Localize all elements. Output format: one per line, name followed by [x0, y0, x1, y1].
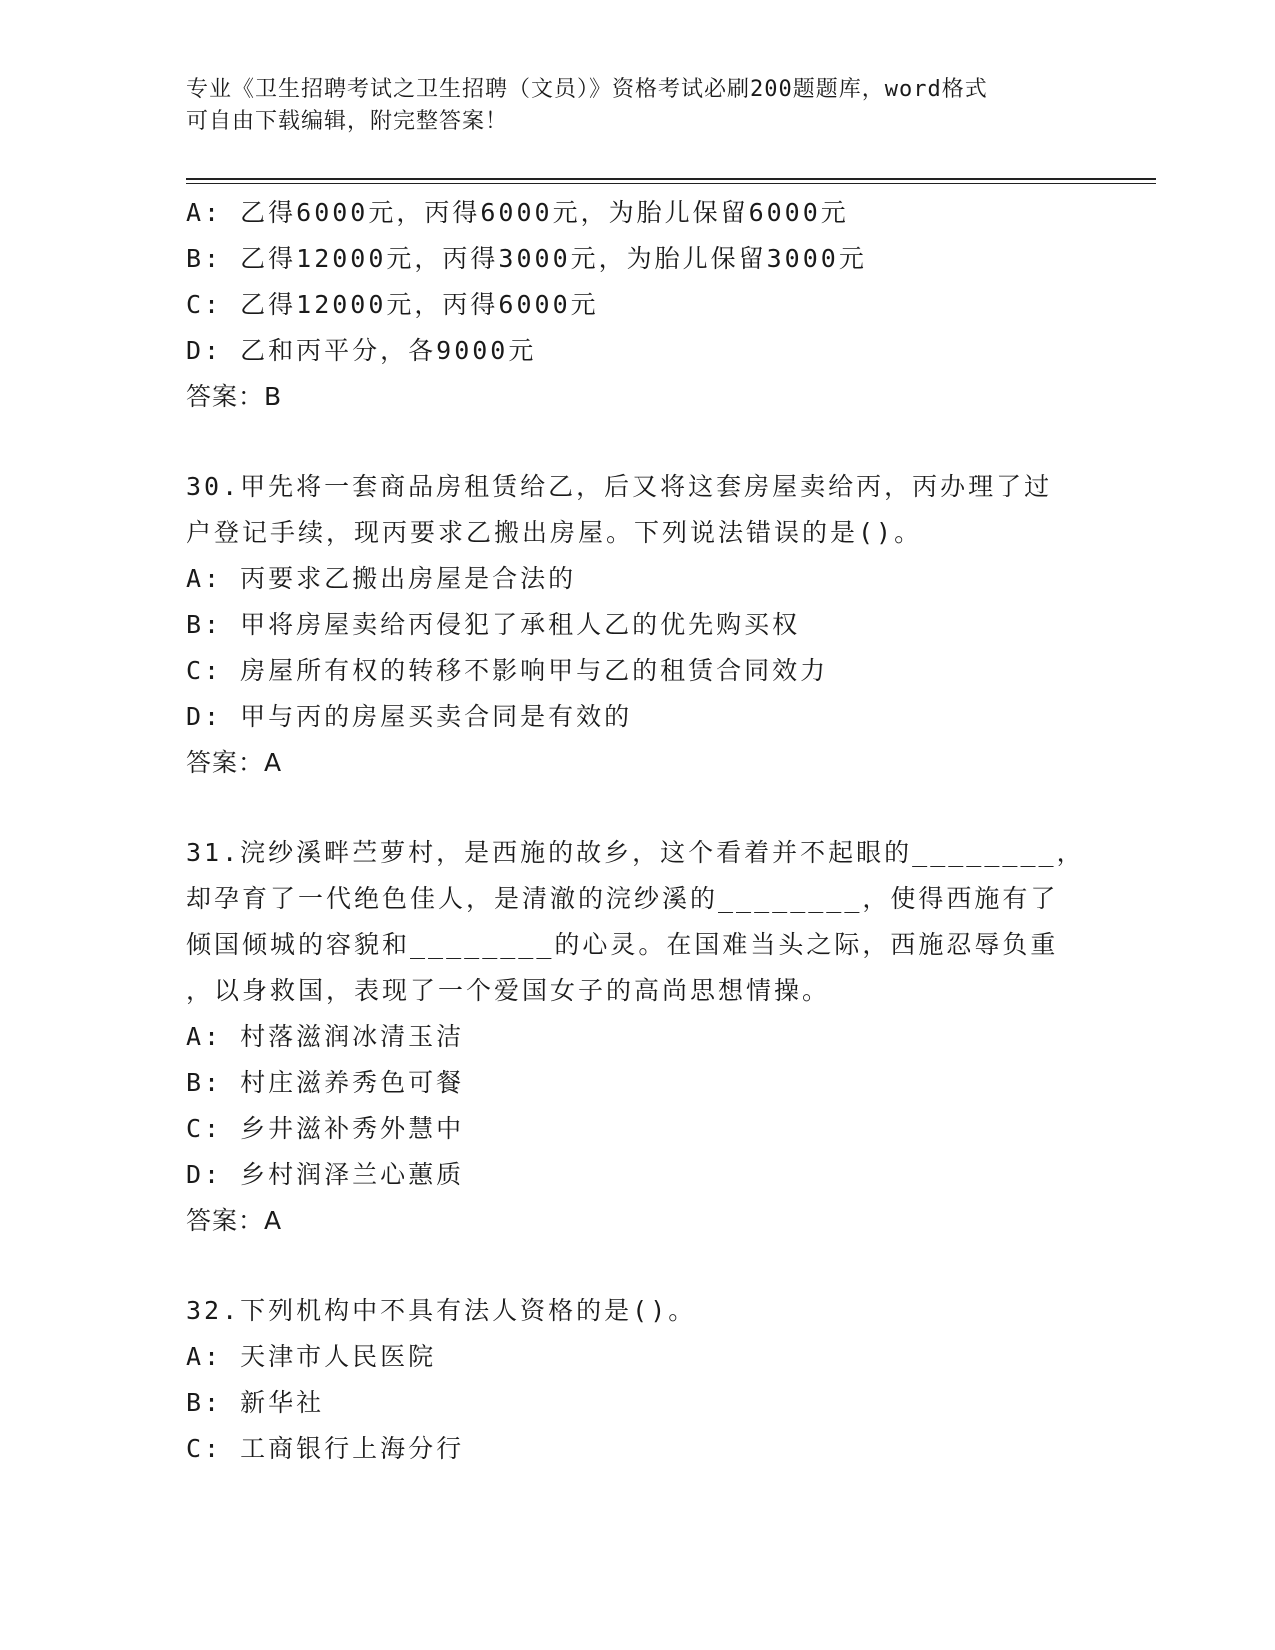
answer: 答案：A: [186, 748, 283, 777]
header-divider-thick: [186, 178, 1156, 180]
spacer: [186, 420, 1086, 464]
question-32-block: [186, 1288, 1086, 1472]
question-31-block: [186, 830, 1086, 1244]
option-a: A: 乙得6000元，丙得6000元，为胎儿保留6000元: [186, 198, 849, 227]
option-d: D: 甲与丙的房屋买卖合同是有效的: [186, 702, 633, 731]
question-list: [186, 190, 1086, 1472]
option-c: C: 乡井滋补秀外慧中: [186, 1114, 465, 1143]
question-stem-line: 倾国倾城的容貌和________的心灵。在国难当头之际，西施忍辱负重: [186, 930, 1059, 959]
answer: 答案：B: [186, 382, 283, 411]
option-b: B: 乙得12000元，丙得3000元，为胎儿保留3000元: [186, 244, 867, 273]
spacer: [186, 786, 1086, 830]
question-stem-line: 30.甲先将一套商品房租赁给乙，后又将这套房屋卖给丙，丙办理了过: [186, 472, 1053, 501]
question-stem-line: ，以身救国，表现了一个爱国女子的高尚思想情操。: [186, 976, 831, 1005]
option-b: B: 甲将房屋卖给丙侵犯了承租人乙的优先购买权: [186, 610, 801, 639]
header-line-2: 可自由下载编辑，附完整答案！: [186, 109, 509, 134]
option-b: B: 新华社: [186, 1388, 325, 1417]
spacer: [186, 1244, 1086, 1288]
option-b: B: 村庄滋养秀色可餐: [186, 1068, 465, 1097]
answer: 答案：A: [186, 1206, 283, 1235]
option-a: A: 村落滋润冰清玉洁: [186, 1022, 465, 1051]
option-c: C: 房屋所有权的转移不影响甲与乙的租赁合同效力: [186, 656, 829, 685]
option-c: C: 工商银行上海分行: [186, 1434, 465, 1463]
question-30-block: [186, 464, 1086, 786]
question-29-block: [186, 190, 1086, 420]
option-a: A: 天津市人民医院: [186, 1342, 437, 1371]
option-d: D: 乡村润泽兰心蕙质: [186, 1160, 465, 1189]
question-stem-line: 户登记手续，现丙要求乙搬出房屋。下列说法错误的是()。: [186, 518, 923, 547]
question-stem-line: 32.下列机构中不具有法人资格的是()。: [186, 1296, 697, 1325]
question-stem-line: 31.浣纱溪畔苎萝村，是西施的故乡，这个看着并不起眼的________，: [186, 838, 1085, 867]
document-header: [186, 74, 1086, 138]
question-stem-line: 却孕育了一代绝色佳人，是清澈的浣纱溪的________，使得西施有了: [186, 884, 1059, 913]
option-c: C: 乙得12000元，丙得6000元: [186, 290, 599, 319]
header-line-1: 专业《卫生招聘考试之卫生招聘（文员）》资格考试必刷200题题库，word格式: [186, 77, 988, 102]
header-divider-thin: [186, 183, 1156, 184]
option-a: A: 丙要求乙搬出房屋是合法的: [186, 564, 577, 593]
option-d: D: 乙和丙平分，各9000元: [186, 336, 537, 365]
